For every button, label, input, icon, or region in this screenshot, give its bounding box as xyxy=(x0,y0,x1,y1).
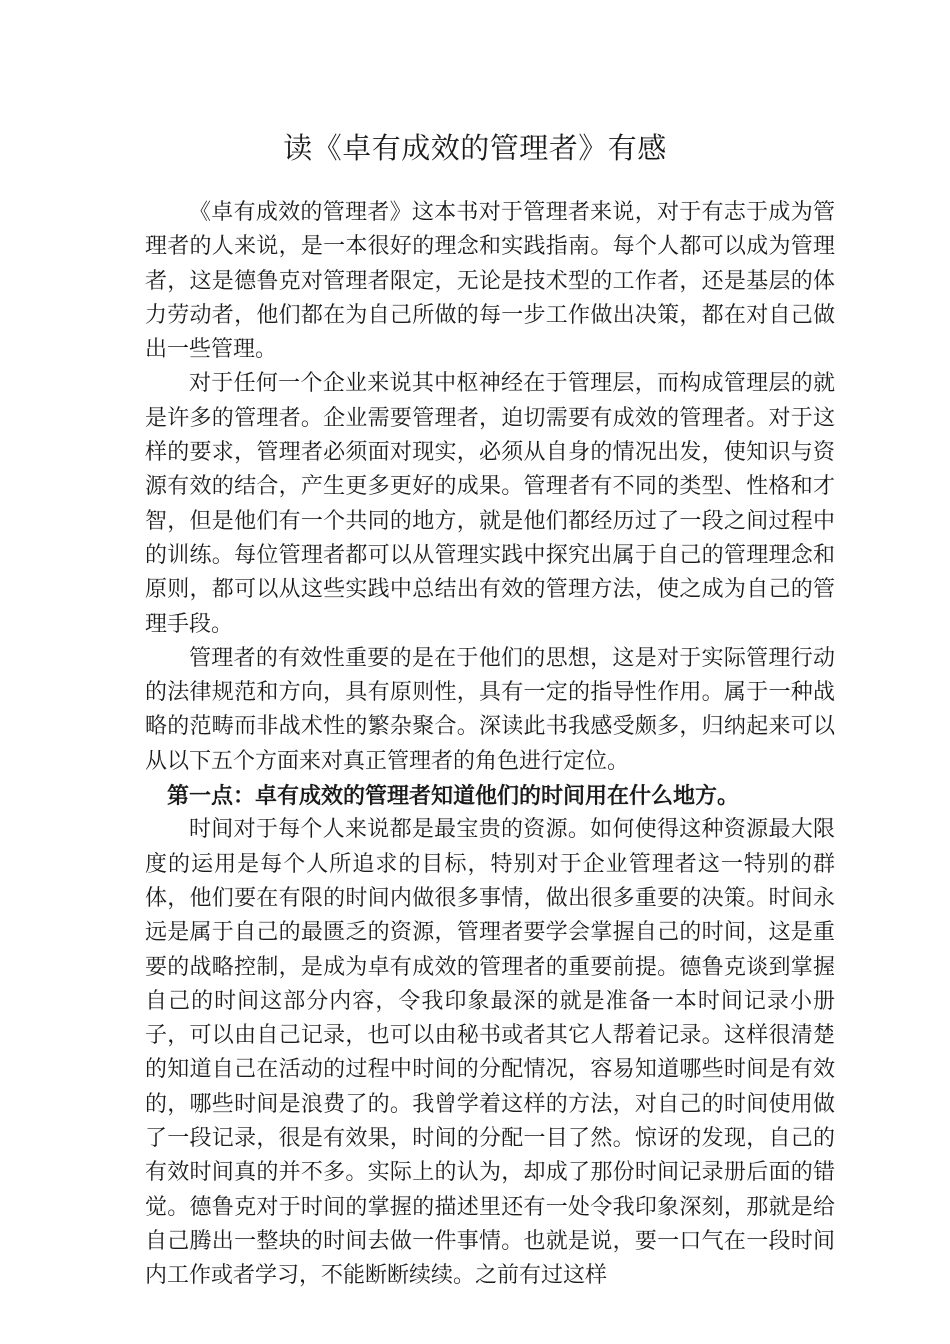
document-body xyxy=(145,196,835,1294)
paragraph-intro: 《卓有成效的管理者》这本书对于管理者来说，对于有志于成为管理者的人来说，是一本很好的理念和实践指南。每个人都可以成为管理者，这是德鲁克对管理者限定，无论是技术型的工作者，还是基层的体力劳动者，他们都在为自己所做的每一步工作做出决策，都在对自己做出一些管理。 xyxy=(145,200,835,363)
section-heading: 第一点：卓有成效的管理者知道他们的时间用在什么地方。 xyxy=(167,783,740,810)
paragraph-effectiveness: 管理者的有效性重要的是在于他们的思想，这是对于实际管理行动的法律规范和方向，具有原则性，具有一定的指导性作用。属于一种战略的范畴而非战术性的繁杂聚合。深读此书我感受颇多，归纳起来可以从以下五个方面来对真正管理者的角色进行定位。 xyxy=(145,645,835,774)
document-title: 读《卓有成效的管理者》有感 xyxy=(283,131,667,165)
paragraph-time: 时间对于每个人来说都是最宝贵的资源。如何使得这种资源最大限度的运用是每个人所追求的目标，特别对于企业管理者这一特别的群体，他们要在有限的时间内做很多事情，做出很多重要的决策。时间永远是属于自己的最匮乏的资源，管理者要学会掌握自己的时间，这是重要的战略控制，是成为卓有成效的管理者的重要前提。德鲁克谈到掌握自己的时间这部分内容，令我印象最深的就是准备一本时间记录小册子，可以由自己记录，也可以由秘书或者其它人帮着记录。这样很清楚的知道自己在活动的过程中时间的分配情况，容易知道哪些时间是有效的，哪些时间是浪费了的。我曾学着这样的方法，对自己的时间使用做了一段记录，很是有效果，时间的分配一目了然。惊讶的发现，自己的有效时间真的并不多。实际上的认为，却成了那份时间记录册后面的错觉。德鲁克对于时间的掌握的描述里还有一处令我印象深刻，那就是给自己腾出一整块的时间去做一件事情。也就是说，要一口气在一段时间内工作或者学习，不能断断续续。之前有过这样 xyxy=(145,817,835,1289)
paragraph-management-layer: 对于任何一个企业来说其中枢神经在于管理层，而构成管理层的就是许多的管理者。企业需要管理者，迫切需要有成效的管理者。对于这样的要求，管理者必须面对现实，必须从自身的情况出发，使知识与资源有效的结合，产生更多更好的成果。管理者有不同的类型、性格和才智，但是他们有一个共同的地方，就是他们都经历过了一段之间过程中的训练。每位管理者都可以从管理实践中探究出属于自己的管理理念和原则，都可以从这些实践中总结出有效的管理方法，使之成为自己的管理手段。 xyxy=(145,371,835,637)
